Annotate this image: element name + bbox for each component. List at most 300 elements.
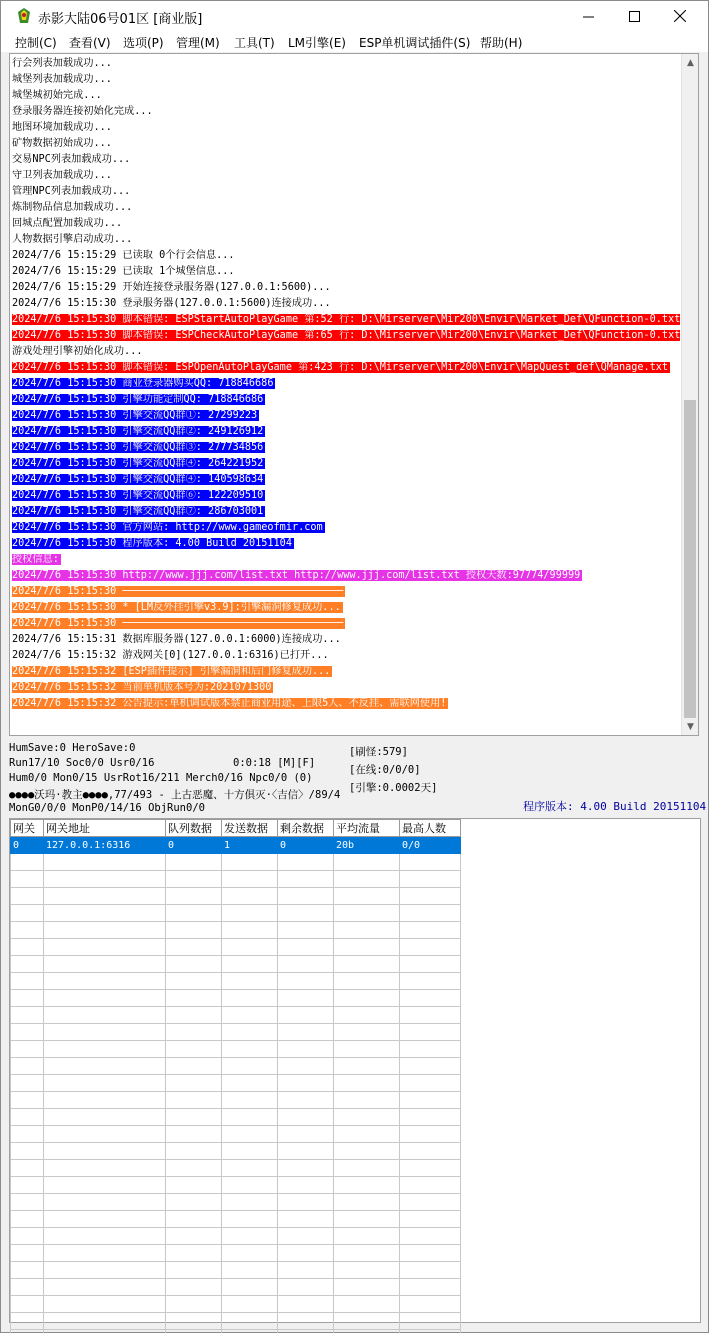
table-cell [334,1211,400,1228]
table-row-empty[interactable] [11,1228,461,1245]
table-cell [11,939,44,956]
table-cell [278,905,334,922]
log-line-text: 2024/7/6 15:15:30 ──────────────────────────────────── [12,618,344,629]
log-line-text: 登录服务器连接初始化完成... [12,106,153,117]
table-cell: 127.0.0.1:6316 [44,837,166,854]
log-line [12,120,680,136]
table-cell [334,1313,400,1330]
table-cell [11,1007,44,1024]
table-cell [11,1109,44,1126]
table-cell [400,1007,461,1024]
table-cell [400,1041,461,1058]
table-cell [278,1007,334,1024]
table-cell [222,1194,278,1211]
table-row-empty[interactable] [11,939,461,956]
log-line-text: 2024/7/6 15:15:32 游戏网关[0](127.0.0.1:6316)已打开... [12,650,329,661]
table-cell [334,1007,400,1024]
table-cell [400,1126,461,1143]
table-row-empty[interactable] [11,1279,461,1296]
log-line [12,328,680,344]
log-line-text: 人物数据引擎启动成功... [12,234,133,245]
table-cell [400,1143,461,1160]
col-avg-traffic[interactable]: 平均流量 [334,820,400,837]
log-line-text: 2024/7/6 15:15:30 商业登录器购买QQ: 718846686 [12,378,274,389]
table-cell [44,1211,166,1228]
status-run: Run17/10 Soc0/0 Usr0/16 [9,757,155,769]
log-line-text: 2024/7/6 15:15:30 * [LM反外挂引擎v3.9]:引擎漏洞修复成功... [12,602,341,613]
table-cell [400,1211,461,1228]
table-cell [222,1024,278,1041]
table-cell [44,1109,166,1126]
log-line-text: 2024/7/6 15:15:30 脚本错误: ESPOpenAutoPlayGame 第:423 行: D:\Mirserver\Mir200\Envir\MapQuest_def\QManage.txt [12,362,669,373]
table-cell [11,1279,44,1296]
table-cell [166,1228,222,1245]
table-cell [278,1228,334,1245]
table-cell [222,1058,278,1075]
log-line [12,264,680,280]
maximize-button[interactable] [611,1,657,31]
scroll-thumb[interactable] [684,400,696,718]
status-online: [在线:0/0/0] [349,764,421,776]
log-line-text: 城堡列表加载成功... [12,74,112,85]
table-cell [278,1024,334,1041]
table-cell [11,1092,44,1109]
status-uptime: 0:0:18 [M][F] [233,757,316,769]
table-cell [278,1126,334,1143]
table-cell [44,1058,166,1075]
table-cell [334,1126,400,1143]
log-line-text: 2024/7/6 15:15:30 ──────────────────────────────────── [12,586,344,597]
log-scrollbar[interactable] [681,54,698,735]
table-cell [278,1041,334,1058]
table-cell [166,1330,222,1333]
table-cell [11,956,44,973]
log-lines [12,56,680,712]
table-cell [166,1058,222,1075]
table-row-empty[interactable] [11,1007,461,1024]
table-cell [222,1262,278,1279]
log-line [12,520,680,536]
log-line-text: 交易NPC列表加载成功... [12,154,131,165]
table-cell [222,922,278,939]
table-cell [222,1245,278,1262]
table-row-empty[interactable] [11,956,461,973]
table-cell [11,1075,44,1092]
log-line [12,552,680,568]
table-cell [334,1228,400,1245]
table-cell [334,1296,400,1313]
table-cell [334,1194,400,1211]
menu-help[interactable]: 帮助(H) [480,36,523,50]
table-cell [334,905,400,922]
table-cell [166,922,222,939]
table-cell [166,1007,222,1024]
table-row-empty[interactable] [11,1143,461,1160]
table-cell [166,1279,222,1296]
log-line [12,680,680,696]
log-line [12,360,680,376]
table-cell [44,1126,166,1143]
table-cell [334,888,400,905]
table-cell [222,1211,278,1228]
table-cell [334,973,400,990]
table-cell [44,1296,166,1313]
table-cell [222,1143,278,1160]
log-line-text: 2024/7/6 15:15:30 程序版本: 4.00 Build 20151104 [12,538,292,549]
table-cell [222,854,278,871]
table-cell [44,1330,166,1333]
table-cell [400,1279,461,1296]
log-line-text: 2024/7/6 15:15:30 引擎交流QQ群③: 277734856 [12,442,264,453]
minimize-icon [583,11,594,22]
table-cell [400,1024,461,1041]
table-row-empty[interactable] [11,1109,461,1126]
log-line [12,344,680,360]
table-cell [400,1109,461,1126]
log-line-text: 授权信息: [12,554,59,565]
table-row[interactable] [11,837,461,854]
log-line-text: 2024/7/6 15:15:29 已读取 1个城堡信息... [12,266,235,277]
table-cell [334,1279,400,1296]
log-line [12,472,680,488]
table-cell [166,1143,222,1160]
log-line-text: 2024/7/6 15:15:30 脚本错误: ESPCheckAutoPlayGame 第:65 行: D:\Mirserver\Mir200\Envir\Market_Def\QFunction-0.txt [12,330,680,341]
table-cell [11,1160,44,1177]
table-cell [334,1262,400,1279]
menu-tools[interactable]: 工具(T) [234,36,275,50]
log-line [12,184,680,200]
table-cell [278,1313,334,1330]
table-cell: 0 [11,837,44,854]
col-max-users[interactable]: 最高人数 [400,820,461,837]
table-cell [166,1177,222,1194]
table-cell [278,1296,334,1313]
program-version: 程序版本: 4.00 Build 20151104 [523,800,707,813]
table-cell [222,1075,278,1092]
table-cell [278,871,334,888]
table-cell [400,939,461,956]
table-cell [166,956,222,973]
log-line [12,568,680,584]
log-line [12,632,680,648]
log-line [12,312,680,328]
table-cell [334,1041,400,1058]
table-cell [400,990,461,1007]
table-row-empty[interactable] [11,871,461,888]
table-cell [278,1194,334,1211]
table-cell [11,905,44,922]
log-line-text: 2024/7/6 15:15:31 数据库服务器(127.0.0.1:6000)连接成功... [12,634,341,645]
table-cell [11,1024,44,1041]
scroll-down-icon[interactable]: ▼ [687,721,694,732]
log-line [12,280,680,296]
table-cell [278,922,334,939]
menu-view[interactable]: 查看(V) [69,36,111,50]
table-cell [44,1279,166,1296]
table-cell [11,1228,44,1245]
log-line-text: 炼制物品信息加载成功... [12,202,133,213]
menu-esp-plugin[interactable]: ESP单机调试插件(S) [359,36,471,50]
table-cell [278,1109,334,1126]
table-cell [400,956,461,973]
log-line-text: 2024/7/6 15:15:30 引擎交流QQ群①: 27299223 [12,410,258,421]
table-cell [400,1160,461,1177]
col-gateway-address[interactable]: 网关地址 [44,820,166,837]
table-row-empty[interactable] [11,1330,461,1333]
log-line-text: 行会列表加载成功... [12,58,112,69]
log-line [12,200,680,216]
table-row-empty[interactable] [11,854,461,871]
table-cell [222,1109,278,1126]
table-cell [334,1177,400,1194]
table-cell [44,1313,166,1330]
log-line [12,296,680,312]
table-cell [11,1177,44,1194]
log-line [12,504,680,520]
col-remaining-data[interactable]: 剩余数据 [278,820,334,837]
table-cell [166,939,222,956]
table-cell [222,1092,278,1109]
log-line [12,88,680,104]
table-cell [44,939,166,956]
log-line-text: 2024/7/6 15:15:30 登录服务器(127.0.0.1:5600)连接成功... [12,298,331,309]
table-row-empty[interactable] [11,1262,461,1279]
table-row-empty[interactable] [11,1126,461,1143]
log-line [12,696,680,712]
table-cell [334,1024,400,1041]
log-line [12,136,680,152]
table-cell [166,1041,222,1058]
table-cell [44,1160,166,1177]
table-row-empty[interactable] [11,1092,461,1109]
table-cell: 0 [166,837,222,854]
menu-lm-engine[interactable]: LM引擎(E) [288,36,346,50]
table-cell [166,1296,222,1313]
table-cell [278,1279,334,1296]
table-cell [11,854,44,871]
log-line [12,648,680,664]
table-cell [334,1075,400,1092]
log-line-text: 2024/7/6 15:15:30 引擎交流QQ群⑥: 122209510 [12,490,264,501]
table-cell [11,990,44,1007]
minimize-button[interactable] [565,1,611,31]
table-cell [222,956,278,973]
table-cell [400,1245,461,1262]
log-line [12,216,680,232]
table-cell [400,1228,461,1245]
table-cell [11,888,44,905]
log-line-text: 城堡城初始完成... [12,90,102,101]
table-cell [11,1330,44,1333]
table-cell [166,1024,222,1041]
table-cell [400,1092,461,1109]
table-cell [166,905,222,922]
table-row-empty[interactable] [11,1211,461,1228]
table-cell [222,1279,278,1296]
table-cell [222,1177,278,1194]
table-cell [222,939,278,956]
table-row-empty[interactable] [11,1160,461,1177]
table-cell [222,990,278,1007]
table-cell [278,956,334,973]
log-line-text: 管理NPC列表加载成功... [12,186,131,197]
gateway-header-row [11,820,461,837]
log-line [12,600,680,616]
table-cell [400,1296,461,1313]
table-cell [334,1160,400,1177]
table-cell: 0 [278,837,334,854]
log-line [12,408,680,424]
table-cell [11,1245,44,1262]
col-gateway[interactable]: 网关 [11,820,44,837]
table-cell [334,939,400,956]
table-cell: 1 [222,837,278,854]
log-line-text: 2024/7/6 15:15:32 公告提示:单机调试版本禁止商业用途、上限5人、不反挂、需联网使用! [12,698,447,709]
table-cell [44,1228,166,1245]
table-cell [44,973,166,990]
table-cell [44,1092,166,1109]
table-cell [334,1245,400,1262]
status-refresh-monsters: [刷怪:579] [349,746,408,758]
table-cell [166,888,222,905]
status-save: HumSave:0 HeroSave:0 [9,742,136,754]
table-cell [44,990,166,1007]
log-line-text: 2024/7/6 15:15:30 引擎交流QQ群④: 140598634 [12,474,264,485]
table-cell [222,1330,278,1333]
table-row-empty[interactable] [11,1058,461,1075]
table-cell [400,1075,461,1092]
table-cell [222,888,278,905]
table-cell [334,871,400,888]
table-cell [44,1024,166,1041]
log-line-text: 守卫列表加载成功... [12,170,112,181]
table-cell [278,1143,334,1160]
table-cell: 0/0 [400,837,461,854]
table-cell [278,1058,334,1075]
log-line-text: 2024/7/6 15:15:30 脚本错误: ESPStartAutoPlayGame 第:52 行: D:\Mirserver\Mir200\Envir\Market_Def\QFunction-0.txt [12,314,680,325]
table-cell [44,1075,166,1092]
col-queue-data[interactable]: 队列数据 [166,820,222,837]
table-cell [334,956,400,973]
table-row-empty[interactable] [11,1194,461,1211]
menu-options[interactable]: 选项(P) [123,36,164,50]
menu-manage[interactable]: 管理(M) [176,36,220,50]
table-cell [222,1126,278,1143]
table-cell [44,1194,166,1211]
table-cell [166,990,222,1007]
log-line [12,104,680,120]
table-cell [166,854,222,871]
server-log[interactable] [9,53,699,736]
table-cell [166,1245,222,1262]
close-button[interactable] [657,1,703,31]
table-cell [166,1211,222,1228]
table-row-empty[interactable] [11,922,461,939]
table-cell [11,1041,44,1058]
table-row-empty[interactable] [11,888,461,905]
log-line [12,72,680,88]
table-cell [400,905,461,922]
log-line [12,456,680,472]
table-cell [334,1109,400,1126]
table-cell [44,854,166,871]
log-line-text: 2024/7/6 15:15:29 开始连接登录服务器(127.0.0.1:5600)... [12,282,331,293]
status-monsters: MonG0/0/0 MonP0/14/16 ObjRun0/0 [9,802,205,814]
table-cell [11,871,44,888]
log-line-text: 2024/7/6 15:15:30 引擎交流QQ群④: 264221952 [12,458,264,469]
table-cell [11,1143,44,1160]
maximize-icon [629,11,640,22]
gateway-grid[interactable] [9,818,701,1323]
table-row-empty[interactable] [11,1296,461,1313]
table-row-empty[interactable] [11,1024,461,1041]
log-line [12,392,680,408]
col-send-data[interactable]: 发送数据 [222,820,278,837]
table-row-empty[interactable] [11,1313,461,1330]
log-line [12,664,680,680]
table-cell [222,1228,278,1245]
table-cell [222,905,278,922]
log-line [12,440,680,456]
table-cell [334,922,400,939]
log-line-text: 2024/7/6 15:15:30 引擎交流QQ群⑦: 286703001 [12,506,264,517]
log-line-text: 游戏处理引擎初始化成功... [12,346,143,357]
status-castle: ●●●●沃玛·教主●●●●,77/493 - 上古恶魔、十方俱灭·〈吉信〉/89/4 [9,789,341,801]
gateway-table [10,819,461,1333]
window-title: 赤影大陆06号01区 [商业版] [38,12,203,27]
table-cell [278,1075,334,1092]
table-cell [166,1313,222,1330]
scroll-up-icon[interactable]: ▲ [687,57,694,68]
table-row-empty[interactable] [11,1245,461,1262]
table-cell [278,1262,334,1279]
table-cell [222,1296,278,1313]
menu-bar [1,31,708,52]
table-cell [11,1126,44,1143]
log-line [12,56,680,72]
table-cell [400,871,461,888]
log-line-text: 2024/7/6 15:15:30 官方网站: http://www.gameofmir.com [12,522,323,533]
table-cell [11,1296,44,1313]
log-line-text: 2024/7/6 15:15:29 已读取 0个行会信息... [12,250,235,261]
table-cell [166,1160,222,1177]
table-row-empty[interactable] [11,1075,461,1092]
app-icon [15,7,33,25]
table-cell [400,973,461,990]
table-cell [278,1245,334,1262]
table-row-empty[interactable] [11,1177,461,1194]
table-cell [44,1177,166,1194]
table-cell [11,1262,44,1279]
title-bar [1,1,708,31]
table-cell [334,854,400,871]
table-row-empty[interactable] [11,905,461,922]
log-line-text: 2024/7/6 15:15:32 [ESP插件提示] 引擎漏洞和后门修复成功... [12,666,331,677]
log-line-text: 回城点配置加载成功... [12,218,123,229]
table-cell [166,973,222,990]
table-cell [222,973,278,990]
table-cell [278,1211,334,1228]
table-row-empty[interactable] [11,990,461,1007]
table-cell [11,973,44,990]
menu-control[interactable]: 控制(C) [15,36,57,50]
table-cell [166,1092,222,1109]
table-row-empty[interactable] [11,973,461,990]
table-cell [11,1058,44,1075]
table-cell [278,1177,334,1194]
table-row-empty[interactable] [11,1041,461,1058]
table-cell [278,888,334,905]
